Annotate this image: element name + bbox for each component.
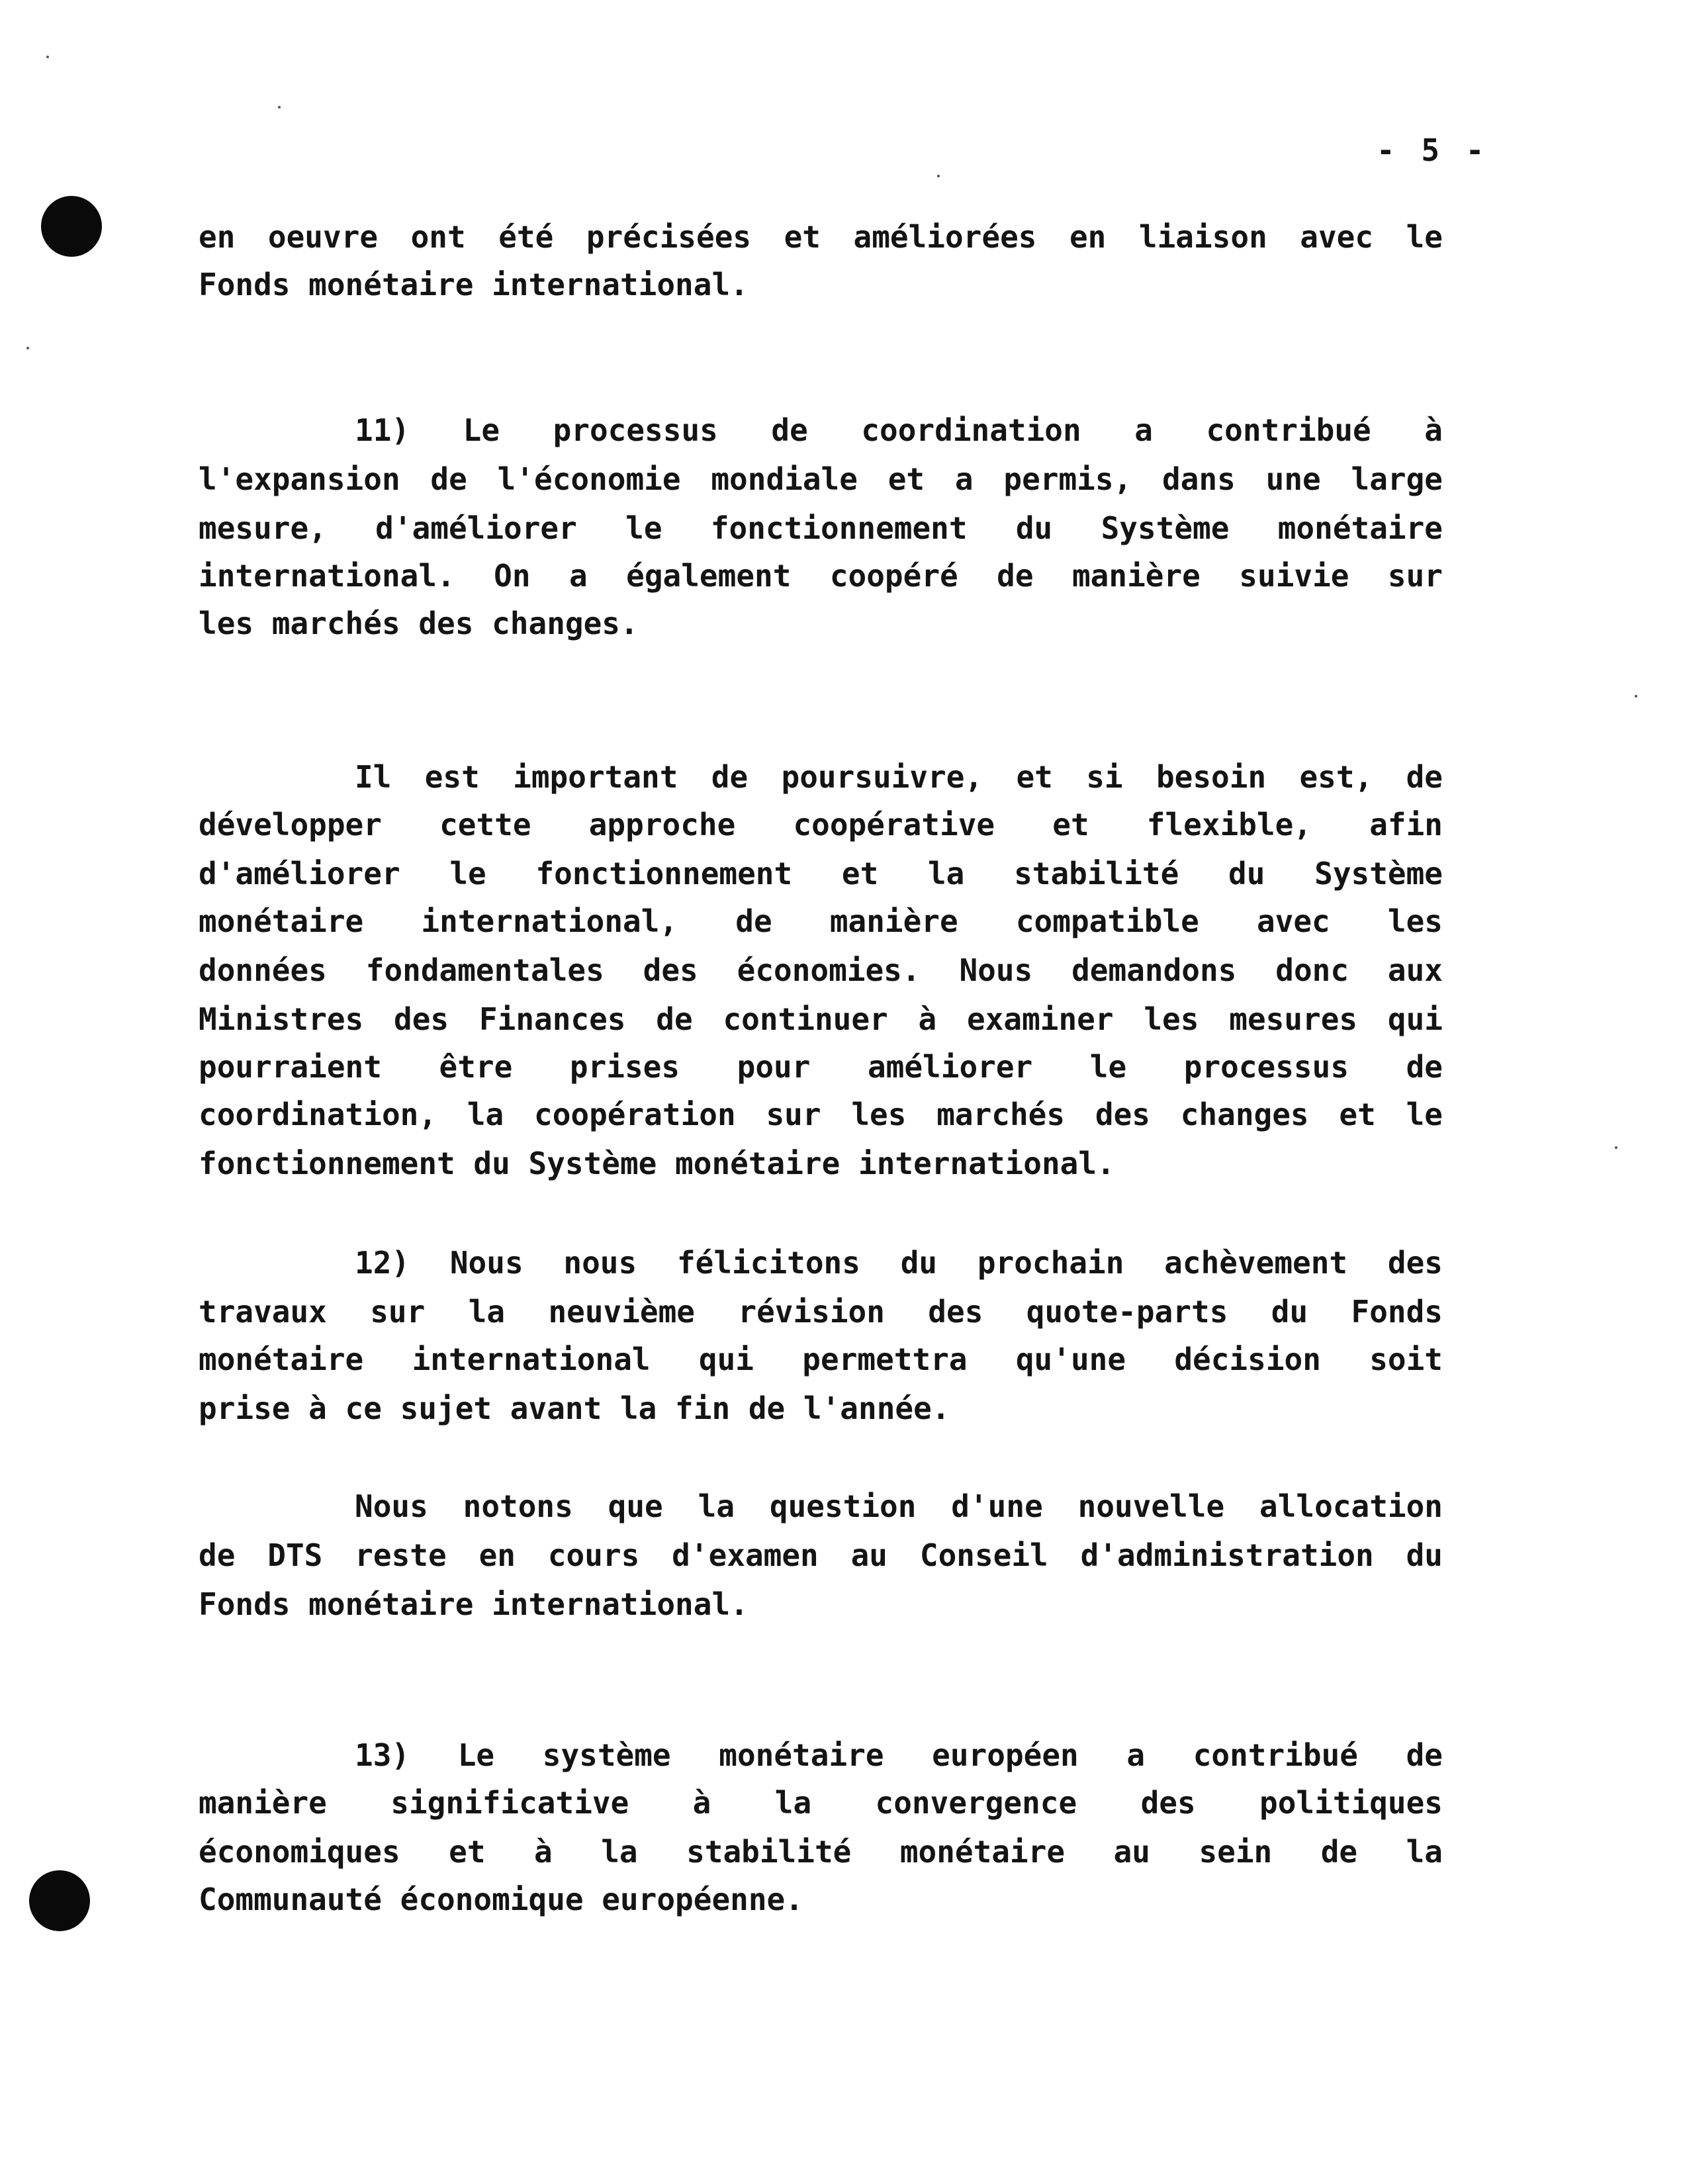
text-line: manière significative à la convergence des politiques: [199, 1785, 1443, 1821]
text-line: l'expansion de l'économie mondiale et a permis, dans une large: [199, 461, 1443, 497]
text-line: Il est important de poursuivre, et si besoin est, de: [355, 759, 1443, 795]
text-line: économiques et à la stabilité monétaire au sein de la: [199, 1834, 1443, 1870]
scan-speck: [26, 347, 29, 349]
text-line: les marchés des changes.: [199, 606, 639, 641]
scan-speck: [1635, 695, 1637, 698]
scan-speck: [278, 106, 281, 109]
text-line: 13) Le système monétaire européen a contribué de: [355, 1737, 1443, 1773]
text-line: Ministres des Finances de continuer à examiner les mesures qui: [199, 1001, 1443, 1037]
text-line: pourraient être prises pour améliorer le processus de: [199, 1049, 1443, 1085]
text-line: monétaire international, de manière compatible avec les: [199, 903, 1443, 939]
text-line: prise à ce sujet avant la fin de l'année.: [199, 1390, 950, 1426]
text-line: Fonds monétaire international.: [199, 267, 749, 302]
text-line: international. On a également coopéré de manière suivie sur: [199, 558, 1443, 594]
text-line: développer cette approche coopérative et flexible, afin: [199, 807, 1443, 842]
scan-speck: [46, 56, 49, 58]
text-line: en oeuvre ont été précisées et améliorées en liaison avec le: [199, 219, 1443, 255]
text-line: monétaire international qui permettra qu'une décision soit: [199, 1342, 1443, 1377]
scan-speck: [937, 175, 940, 177]
text-line: de DTS reste en cours d'examen au Conseil d'administration du: [199, 1537, 1443, 1573]
punch-hole-top: [41, 196, 102, 257]
text-line: Nous notons que la question d'une nouvelle allocation: [355, 1488, 1443, 1524]
text-line: 12) Nous nous félicitons du prochain achèvement des: [355, 1245, 1443, 1281]
text-line: 11) Le processus de coordination a contribué à: [355, 412, 1443, 448]
text-line: fonctionnement du Système monétaire international.: [199, 1146, 1115, 1181]
page-number: - 5 -: [1377, 132, 1488, 168]
text-line: travaux sur la neuvième révision des quote-parts du Fonds: [199, 1294, 1443, 1330]
text-line: coordination, la coopération sur les marchés des changes et le: [199, 1097, 1443, 1132]
text-line: Fonds monétaire international.: [199, 1586, 749, 1622]
scan-speck: [1615, 1146, 1617, 1149]
text-line: données fondamentales des économies. Nous demandons donc aux: [199, 952, 1443, 988]
text-line: d'améliorer le fonctionnement et la stabilité du Système: [199, 856, 1443, 891]
text-line: mesure, d'améliorer le fonctionnement du Système monétaire: [199, 510, 1443, 546]
punch-hole-bottom: [29, 1870, 90, 1931]
text-line: Communauté économique européenne.: [199, 1882, 803, 1917]
